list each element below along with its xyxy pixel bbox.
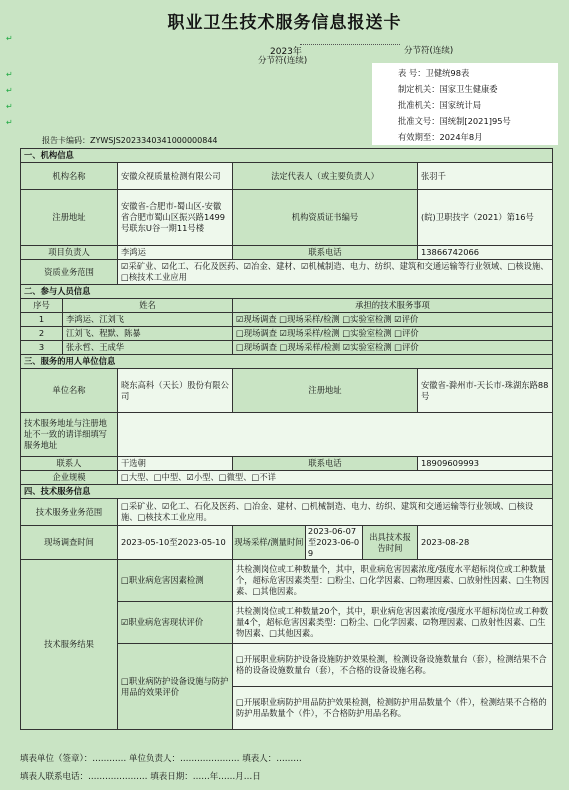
field-label: 单位名称 (21, 369, 118, 413)
field-label: 技术服务地址与注册地址不一致的请详细填写服务地址 (21, 413, 118, 457)
day-unit: 日 (252, 772, 261, 782)
field-value[interactable]: 安徽省-滁州市-天长市-珠湖东路88号 (418, 369, 553, 413)
footer-row-1 (20, 752, 302, 764)
field-value[interactable]: 18909609993 (418, 457, 553, 471)
duty-checkboxes[interactable]: ☑现场调查 □现场采样/检测 □实验室检测 ☑评价 (233, 313, 553, 327)
phone-blank[interactable]: ………………… (88, 772, 148, 782)
field-label: 联系电话 (233, 457, 418, 471)
field-value[interactable]: 2023-06-07至2023-06-09 (306, 526, 362, 559)
footer-unit-label: 填表单位（签章）： (20, 754, 93, 764)
field-label: 机构资质证书编号 (233, 190, 418, 246)
date-group (233, 526, 363, 560)
year-line: 2023年 (270, 47, 302, 57)
report-number: 报告卡编码：ZYWSJS2023340341000000844 (42, 136, 218, 145)
year-blank[interactable]: …… (192, 772, 210, 782)
result-option[interactable]: ☑职业病危害现状评价 (118, 602, 233, 644)
section-title: 二、参与人员信息 (21, 285, 553, 299)
result-option[interactable]: □职业病防护设备设施与防护用品的效果评价 (118, 644, 233, 730)
month-blank[interactable]: …… (218, 772, 236, 782)
field-value[interactable]: 李鸿运 (118, 246, 233, 260)
field-value[interactable]: 安徽众视质量检测有限公司 (118, 163, 233, 190)
scope-checkboxes[interactable]: ☑采矿业、☑化工、石化及医药、☑冶金、建材、☑机械制造、电力、纺织、建筑和交通运输等行业领域、□核设施、□核技术工业应用 (118, 260, 553, 285)
paragraph-mark: ↵ (6, 34, 13, 43)
field-value[interactable]: (皖)卫职技字（2021）第16号 (418, 190, 553, 246)
paragraph-mark: ↵ (6, 86, 13, 95)
column-header: 承担的技术服务事项 (233, 299, 553, 313)
table-row (21, 313, 553, 327)
report-table (20, 148, 553, 730)
footer-filler-label: 填表人： (242, 754, 277, 764)
field-value[interactable]: 干选朝 (118, 457, 233, 471)
paragraph-mark: ↵ (6, 102, 13, 111)
field-label: 现场采样/测量时间 (233, 526, 306, 559)
field-label: 联系人 (21, 457, 118, 471)
result-text[interactable]: 共检测岗位或工种数量个，其中，职业病危害因素浓度/强度水平超标岗位或工种数量个，超标危害因素类型：□粉尘、□化学因素、□物理因素、□放射性因素、□生物因素、□其他因素。 (233, 560, 553, 602)
section-title: 一、机构信息 (21, 149, 553, 163)
size-checkboxes[interactable]: □大型、□中型、☑小型、□微型、□不详 (118, 471, 553, 485)
field-value[interactable]: 晓东高科（天长）股份有限公司 (118, 369, 233, 413)
person-names[interactable]: 李鸿运、江刘飞 (63, 313, 233, 327)
field-label: 注册地址 (21, 190, 118, 246)
field-label: 注册地址 (233, 369, 418, 413)
footer-row-2 (20, 770, 261, 782)
duty-checkboxes[interactable]: □现场调查 ☑现场采样/检测 □实验室检测 □评价 (233, 327, 553, 341)
field-label: 技术服务业务范围 (21, 499, 118, 526)
field-value[interactable]: 张羽千 (418, 163, 553, 190)
month-unit: 月 (235, 772, 244, 782)
column-header: 姓名 (63, 299, 233, 313)
field-label: 资质业务范围 (21, 260, 118, 285)
form-meta-box (372, 63, 558, 145)
year-unit: 年 (209, 772, 219, 782)
field-value[interactable]: 2023-08-28 (418, 526, 553, 560)
section-break-mid: 分节符(连续) (258, 56, 308, 66)
result-text[interactable]: 共检测岗位或工种数量20个，其中，职业病危害因素浓度/强度水平超标岗位或工种数量4个，超标危害因素类型：□粉尘、□化学因素、☑物理因素、□放射性因素、□生物因素、□其他因素。 (233, 602, 553, 644)
meta-key: 批准机关： (398, 100, 440, 110)
paragraph-mark: ↵ (6, 118, 13, 127)
sign-filler-blank[interactable]: ……… (276, 754, 302, 764)
duty-checkboxes[interactable]: □现场调查 □现场采样/检测 ☑实验室检测 □评价 (233, 341, 553, 355)
scope-checkboxes[interactable]: □采矿业、☑化工、石化及医药、□冶金、建材、□机械制造、电力、纺织、建筑和交通运输等行业领域、□核设施、□核技术工业应用。 (118, 499, 553, 526)
footer-phone-label: 填表人联系电话： (20, 772, 89, 782)
field-value[interactable]: 2023-05-10至2023-05-10 (118, 526, 233, 560)
meta-key: 制定机关： (398, 84, 440, 94)
day-blank[interactable]: … (243, 772, 253, 782)
field-label: 联系电话 (233, 246, 418, 260)
meta-value: 国家卫生健康委 (439, 84, 498, 94)
result-text[interactable]: □开展职业病防护用品防护效果检测，检测防护用品数量个（件），检测结果不合格的防护用品数量个（件），不合格防护用品名称。 (233, 687, 553, 730)
field-value[interactable]: 安徽省-合肥市-蜀山区-安徽省合肥市蜀山区振兴路1499号联东U谷一期11号楼 (118, 190, 233, 246)
section-break-right: 分节符(连续) (404, 46, 454, 56)
table-row (21, 341, 553, 355)
section-break-line (300, 44, 400, 45)
row-number: 3 (21, 341, 63, 355)
footer-resp-label: 单位负责人： (128, 754, 180, 764)
result-option[interactable]: □职业病危害因素检测 (118, 560, 233, 602)
meta-value: 卫健统98表 (425, 68, 470, 78)
row-number: 1 (21, 313, 63, 327)
meta-value: 国统制[2021]95号 (439, 116, 511, 126)
meta-value: 2024年8月 (439, 132, 483, 142)
field-label: 出具技术报告时间 (363, 526, 418, 560)
field-label: 项目负责人 (21, 246, 118, 260)
footer-date-label: 填表日期： (150, 772, 193, 782)
sign-resp-blank[interactable]: ………………… (179, 754, 240, 764)
column-header: 序号 (21, 299, 63, 313)
result-text[interactable]: □开展职业病防护设备设施防护效果检测，检测设备设施数量台（套），检测结果不合格的设备设施数量台（套），不合格的设备设施名称。 (233, 644, 553, 687)
meta-key: 有效期至： (398, 132, 440, 142)
meta-key: 表 号： (398, 68, 426, 78)
section-title: 三、服务的用人单位信息 (21, 355, 553, 369)
field-label: 机构名称 (21, 163, 118, 190)
section-title: 四、技术服务信息 (21, 485, 553, 499)
field-label: 法定代表人（或主要负责人） (233, 163, 418, 190)
person-names[interactable]: 张永哲、王成华 (63, 341, 233, 355)
field-label: 技术服务结果 (21, 560, 118, 730)
sign-unit-blank[interactable]: ………… (92, 754, 127, 764)
paragraph-mark: ↵ (6, 70, 13, 79)
meta-key: 批准文号： (398, 116, 440, 126)
form-title: 职业卫生技术服务信息报送卡 (167, 13, 402, 33)
field-value[interactable]: 13866742066 (418, 246, 553, 260)
service-address-field[interactable] (118, 413, 553, 457)
table-row (21, 327, 553, 341)
field-label: 企业规模 (21, 471, 118, 485)
person-names[interactable]: 江刘飞、程默、陈暴 (63, 327, 233, 341)
field-label: 现场调查时间 (21, 526, 118, 560)
row-number: 2 (21, 327, 63, 341)
meta-value: 国家统计局 (439, 100, 481, 110)
